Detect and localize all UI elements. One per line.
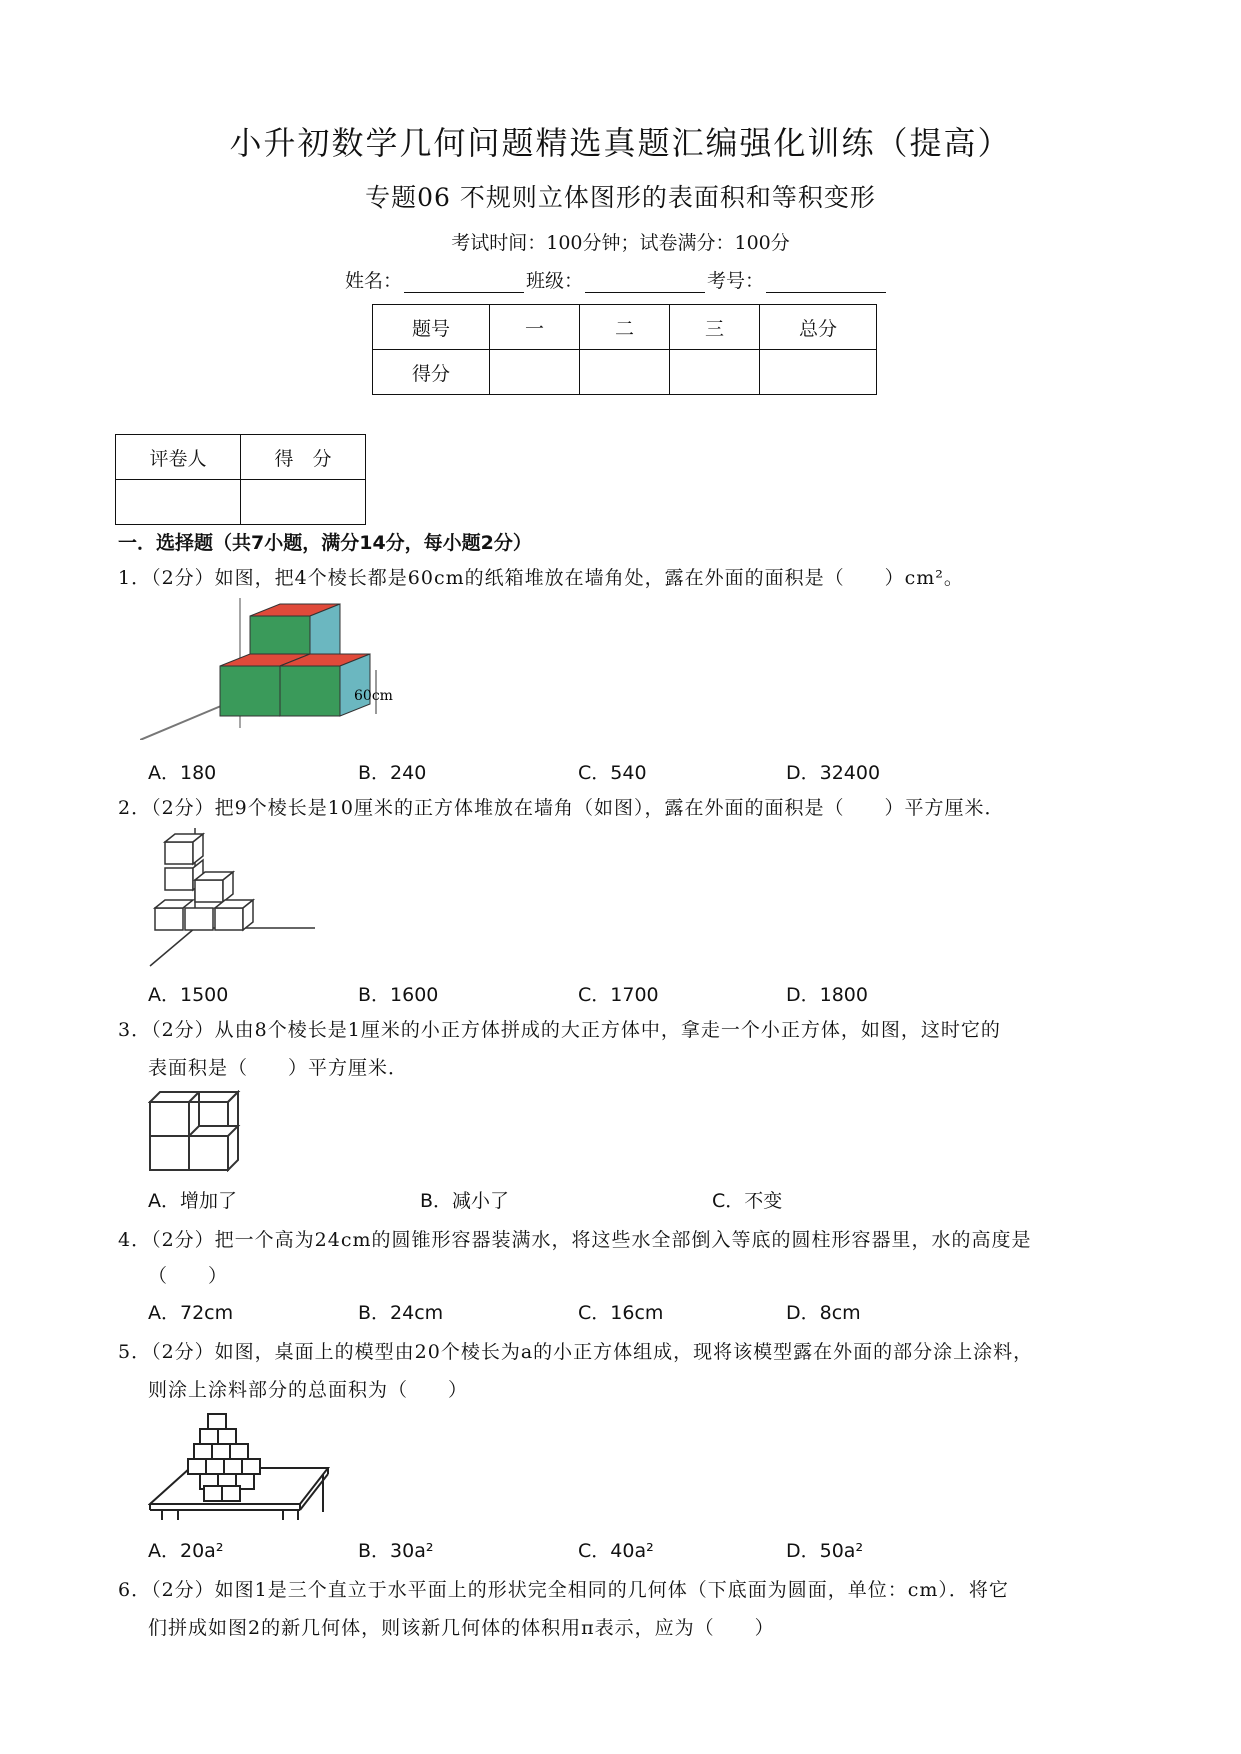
score-header-cell: 一 xyxy=(490,305,580,350)
question-3-stem-line2: 表面积是（ ）平方厘米． xyxy=(148,1057,409,1079)
option-d[interactable]: D．32400 xyxy=(786,762,881,784)
name-blank[interactable] xyxy=(404,274,524,293)
question-1-stem: 1．（2分）如图，把4个棱长都是60cm的纸箱堆放在墙角处，露在外面的面积是（ ）cm²。 xyxy=(118,567,964,589)
score-header-cell: 题号 xyxy=(373,305,490,350)
score-cell[interactable] xyxy=(760,350,877,395)
score-header-cell: 总分 xyxy=(760,305,877,350)
question-2-stem: 2．（2分）把9个棱长是10厘米的正方体堆放在墙角（如图），露在外面的面积是（ ）平方厘米． xyxy=(118,797,1005,819)
grader-table xyxy=(115,434,366,525)
option-c[interactable]: C．540 xyxy=(578,762,647,784)
score-header-cell: 二 xyxy=(580,305,670,350)
section-heading: 一．选择题（共7小题，满分14分，每小题2分） xyxy=(118,532,532,554)
score-cell[interactable] xyxy=(580,350,670,395)
question-4-stem-line2: （ ） xyxy=(148,1265,229,1287)
option-c[interactable]: C．不变 xyxy=(712,1190,783,1212)
question-4-stem-line1: 4．（2分）把一个高为24cm的圆锥形容器装满水，将这些水全部倒入等底的圆柱形容器里，水的高度是 xyxy=(118,1229,1032,1251)
question-2-figure xyxy=(145,828,320,968)
page-title: 小升初数学几何问题精选真题汇编强化训练（提高） xyxy=(229,124,1012,162)
question-6-stem-line2: 们拼成如图2的新几何体，则该新几何体的体积用π表示，应为（ ） xyxy=(148,1617,775,1639)
class-blank[interactable] xyxy=(585,274,705,293)
question-1-figure xyxy=(140,598,410,740)
option-a[interactable]: A．180 xyxy=(148,762,217,784)
option-c[interactable]: C．16cm xyxy=(578,1302,664,1324)
option-b[interactable]: B．减小了 xyxy=(420,1190,510,1212)
number-label: 考号： xyxy=(707,270,765,292)
question-5-stem-line1: 5．（2分）如图，桌面上的模型由20个棱长为a的小正方体组成，现将该模型露在外面的部分涂上涂料， xyxy=(118,1341,1034,1363)
option-c[interactable]: C．1700 xyxy=(578,984,659,1006)
option-d[interactable]: D．1800 xyxy=(786,984,868,1006)
grader-header-cell: 评卷人 xyxy=(116,435,241,480)
option-d[interactable]: D．50a² xyxy=(786,1540,864,1562)
page-subtitle: 专题06 不规则立体图形的表面积和等积变形 xyxy=(365,183,876,212)
number-blank[interactable] xyxy=(766,274,886,293)
option-a[interactable]: A．增加了 xyxy=(148,1190,237,1212)
question-3-figure xyxy=(148,1090,243,1172)
score-cell[interactable] xyxy=(670,350,760,395)
name-label: 姓名： xyxy=(345,270,403,292)
option-b[interactable]: B．24cm xyxy=(358,1302,444,1324)
score-header-cell: 三 xyxy=(670,305,760,350)
option-d[interactable]: D．8cm xyxy=(786,1302,861,1324)
option-a[interactable]: A．20a² xyxy=(148,1540,224,1562)
exam-info: 考试时间：100分钟；试卷满分：100分 xyxy=(451,232,790,254)
option-c[interactable]: C．40a² xyxy=(578,1540,654,1562)
grader-cell[interactable] xyxy=(116,480,241,525)
score-row-label: 得分 xyxy=(373,350,490,395)
question-3-stem-line1: 3．（2分）从由8个棱长是1厘米的小正方体拼成的大正方体中，拿走一个小正方体，如图，这时它的 xyxy=(118,1019,1001,1041)
grader-header-cell: 得 分 xyxy=(241,435,366,480)
question-5-stem-line2: 则涂上涂料部分的总面积为（ ） xyxy=(148,1379,469,1401)
score-cell[interactable] xyxy=(490,350,580,395)
grader-cell[interactable] xyxy=(241,480,366,525)
student-info-line xyxy=(345,266,888,293)
figure-dimension-label: 60cm xyxy=(354,688,393,704)
option-b[interactable]: B．1600 xyxy=(358,984,439,1006)
question-5-figure xyxy=(148,1412,333,1524)
question-6-stem-line1: 6．（2分）如图1是三个直立于水平面上的形状完全相同的几何体（下底面为圆面，单位：cm）．将它 xyxy=(118,1579,1009,1601)
class-label: 班级： xyxy=(526,270,584,292)
score-table xyxy=(372,304,877,395)
option-a[interactable]: A．1500 xyxy=(148,984,229,1006)
option-a[interactable]: A．72cm xyxy=(148,1302,234,1324)
option-b[interactable]: B．240 xyxy=(358,762,427,784)
option-b[interactable]: B．30a² xyxy=(358,1540,434,1562)
